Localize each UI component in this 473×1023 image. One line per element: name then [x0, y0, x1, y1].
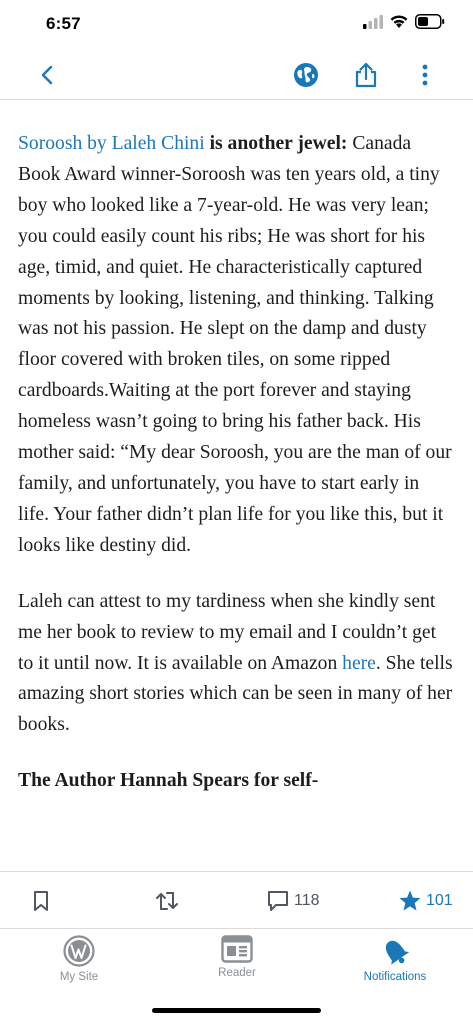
article-paragraph [18, 129, 455, 562]
emphasis-text: is another jewel: [204, 133, 348, 154]
tab-label: Reader [218, 967, 256, 979]
article-paragraph-partial: The Author Hannah Spears for self- [18, 770, 319, 792]
amazon-link[interactable]: here [342, 652, 376, 674]
star-icon [398, 889, 422, 913]
more-options-button[interactable] [410, 60, 440, 90]
reader-nav-bar [0, 50, 473, 100]
comment-count: 118 [294, 892, 320, 909]
save-post-button[interactable] [32, 886, 50, 916]
signal-icon [363, 15, 383, 29]
article-content [0, 101, 473, 871]
like-count: 101 [426, 892, 453, 909]
book-title-link[interactable]: Soroosh by Laleh Chini [18, 133, 205, 154]
wifi-icon [389, 14, 409, 29]
status-time: 6:57 [46, 14, 81, 33]
chevron-left-icon [40, 65, 54, 85]
battery-icon [415, 14, 445, 29]
bell-icon [379, 935, 411, 967]
tab-label: My Site [59, 971, 99, 983]
tab-label: Notifications [363, 971, 427, 983]
paragraph-text: Laleh can attest to my tardiness when she kindly sent me her book to review to my email and I couldn’t get to it until now. It is available on Amazon [18, 590, 437, 674]
more-vertical-icon [421, 63, 429, 87]
tab-notifications[interactable] [325, 935, 465, 983]
post-action-bar [0, 871, 473, 929]
globe-icon [293, 62, 319, 88]
comment-icon [266, 889, 290, 913]
reblog-button[interactable] [154, 886, 180, 916]
paragraph-text: . She tells amazing short stories which can be seen in many of her books. [18, 652, 453, 736]
view-in-browser-button[interactable] [291, 60, 321, 90]
bookmark-icon [32, 890, 50, 912]
like-button[interactable] [398, 886, 453, 916]
paragraph-text: Canada Book Award winner-Soroosh was ten years old, a tiny boy who looked like a 7-year-old. He was very lean; you could easily count his ribs; He was short for his age, timid, and quiet. He characteristically captured moments by looking, listening, and thinking. Talking was not his passion. He slept on the damp and dusty floor covered with broken tiles, on some ripped cardboards.Waiting at the port forever and staying homeless wasn’t going to bring his father back. His mother said: “My dear Soroosh, you are the man of our family, and unfortunately, you have to start early in life. Your father didn’t plan life for you like this, but it looks like destiny did. [18, 133, 452, 556]
tab-my-site[interactable] [9, 935, 149, 983]
status-icons [363, 14, 445, 29]
wordpress-icon [63, 935, 95, 967]
reader-icon [221, 935, 253, 963]
comments-button[interactable] [266, 886, 320, 916]
reblog-icon [154, 889, 180, 913]
tab-reader[interactable] [167, 935, 307, 979]
share-icon [354, 62, 378, 88]
home-indicator[interactable] [152, 1008, 321, 1013]
article-paragraph [18, 587, 455, 742]
back-button[interactable] [32, 60, 62, 90]
status-bar [0, 0, 473, 50]
share-button[interactable] [351, 60, 381, 90]
